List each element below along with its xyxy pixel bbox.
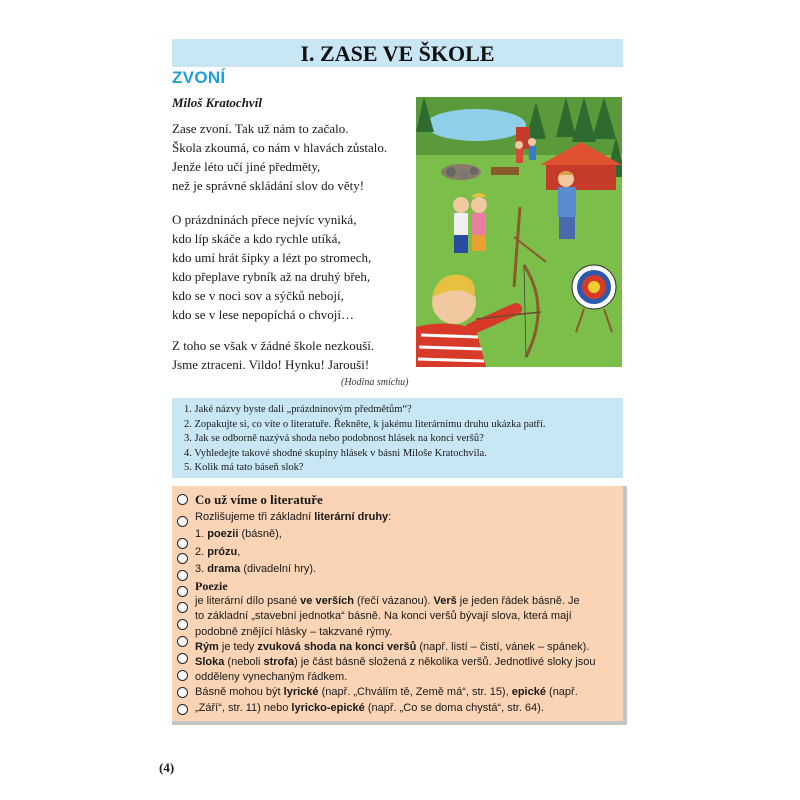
theory-line: Rým je tedy zvuková shoda na konci veršů (např. listí – čistí, vánek – spánek). <box>195 640 590 653</box>
verse-line: kdo se v lese nepopíchá o chvojí… <box>172 307 354 322</box>
bullet-circle-icon <box>177 553 188 564</box>
theory-line: je literární dílo psané ve verších (řečí vázanou). Verš je jeden řádek básně. Je <box>195 595 580 608</box>
theory-line: Rozlišujeme tři základní literární druhy: <box>195 511 392 524</box>
poem-stanza-3 <box>172 336 374 374</box>
verse-line: kdo umí hrát šipky a lézt po stromech, <box>172 250 372 265</box>
theory-line: podobně znějící hlásky – takzvané rýmy. <box>195 625 393 638</box>
theory-line: Sloka (neboli strofa) je část básně složená z několika veršů. Jednotlivé sloky jsou <box>195 656 596 669</box>
bullet-circle-icon <box>177 570 188 581</box>
bullet-circle-icon <box>177 704 188 715</box>
theory-line: to základní „stavební jednotka“ básně. Na konci veršů bývají slova, která mají <box>195 610 572 623</box>
theory-line: 1. poezii (básně), <box>195 528 282 541</box>
poem-stanza-2 <box>172 210 371 324</box>
theory-line: odděleny vynechaným řádkem. <box>195 671 348 684</box>
poem-source: (Hodina smíchu) <box>341 377 409 388</box>
verse-line: Zase zvoní. Tak už nám to začalo. <box>172 121 349 136</box>
question-item: 3. Jak se odborně nazývá shoda nebo podobnost hlásek na konci veršů? <box>184 433 484 445</box>
questions-box <box>172 398 623 478</box>
theory-line: 2. prózu, <box>195 545 241 558</box>
theory-line: „Září“, str. 11) nebo lyricko-epické (např. „Co se doma chystá“, str. 64). <box>195 701 544 714</box>
poem-title: ZVONÍ <box>172 68 226 87</box>
verse-line: O prázdninách přece nejvíc vyniká, <box>172 212 357 227</box>
archery-camp-illustration <box>416 97 622 367</box>
verse-line: kdo přeplave rybník až na druhý břeh, <box>172 269 371 284</box>
chapter-title: I. ZASE VE ŠKOLE <box>172 39 623 67</box>
bullet-circle-icon <box>177 586 188 597</box>
question-item: 2. Zopakujte si, co víte o literatuře. Řekněte, k jakému literárnímu druhu ukázka patří. <box>184 418 546 430</box>
question-item: 4. Vyhledejte takové shodné skupiny hlásek v básni Miloše Kratochvila. <box>184 447 487 459</box>
verse-line: kdo se v noci sov a sýčků nebojí, <box>172 288 344 303</box>
bullet-circle-icon <box>177 602 188 613</box>
theory-heading: Co už víme o literatuře <box>195 492 323 507</box>
verse-line: Škola zkoumá, co nám v hlavách zůstalo. <box>172 140 388 155</box>
bullet-circle-icon <box>177 687 188 698</box>
page-number: (4) <box>159 760 175 775</box>
verse-line: než je správné skládání slov do věty! <box>172 178 365 193</box>
verse-line: Jenže léto učí jiné předměty, <box>172 159 321 174</box>
theory-box <box>172 486 627 725</box>
verse-line: Jsme ztraceni. Vildo! Hynku! Jarouši! <box>172 357 370 372</box>
bullet-circle-icon <box>177 494 188 505</box>
poem-author: Miloš Kratochvíl <box>172 95 262 110</box>
bullet-circle-icon <box>177 670 188 681</box>
question-item: 5. Kolik má tato báseň slok? <box>184 462 304 474</box>
verse-line: kdo líp skáče a kdo rychle utíká, <box>172 231 341 246</box>
bullet-circle-icon <box>177 619 188 630</box>
theory-line: 3. drama (divadelní hry). <box>195 562 317 575</box>
theory-line: Básně mohou být lyrické (např. „Chválím tě, Země má“, str. 15), epické (např. <box>195 686 578 699</box>
bullet-circle-icon <box>177 538 188 549</box>
bullet-circle-icon <box>177 653 188 664</box>
bullet-circle-icon <box>177 636 188 647</box>
poem-stanza-1 <box>172 119 387 195</box>
question-item: 1. Jaké názvy byste dali „prázdninovým předmětům“? <box>184 404 412 415</box>
poetry-subheading: Poezie <box>195 579 228 594</box>
verse-line: Z toho se však v žádné škole nezkouší. <box>172 338 375 353</box>
bullet-circle-icon <box>177 516 188 527</box>
